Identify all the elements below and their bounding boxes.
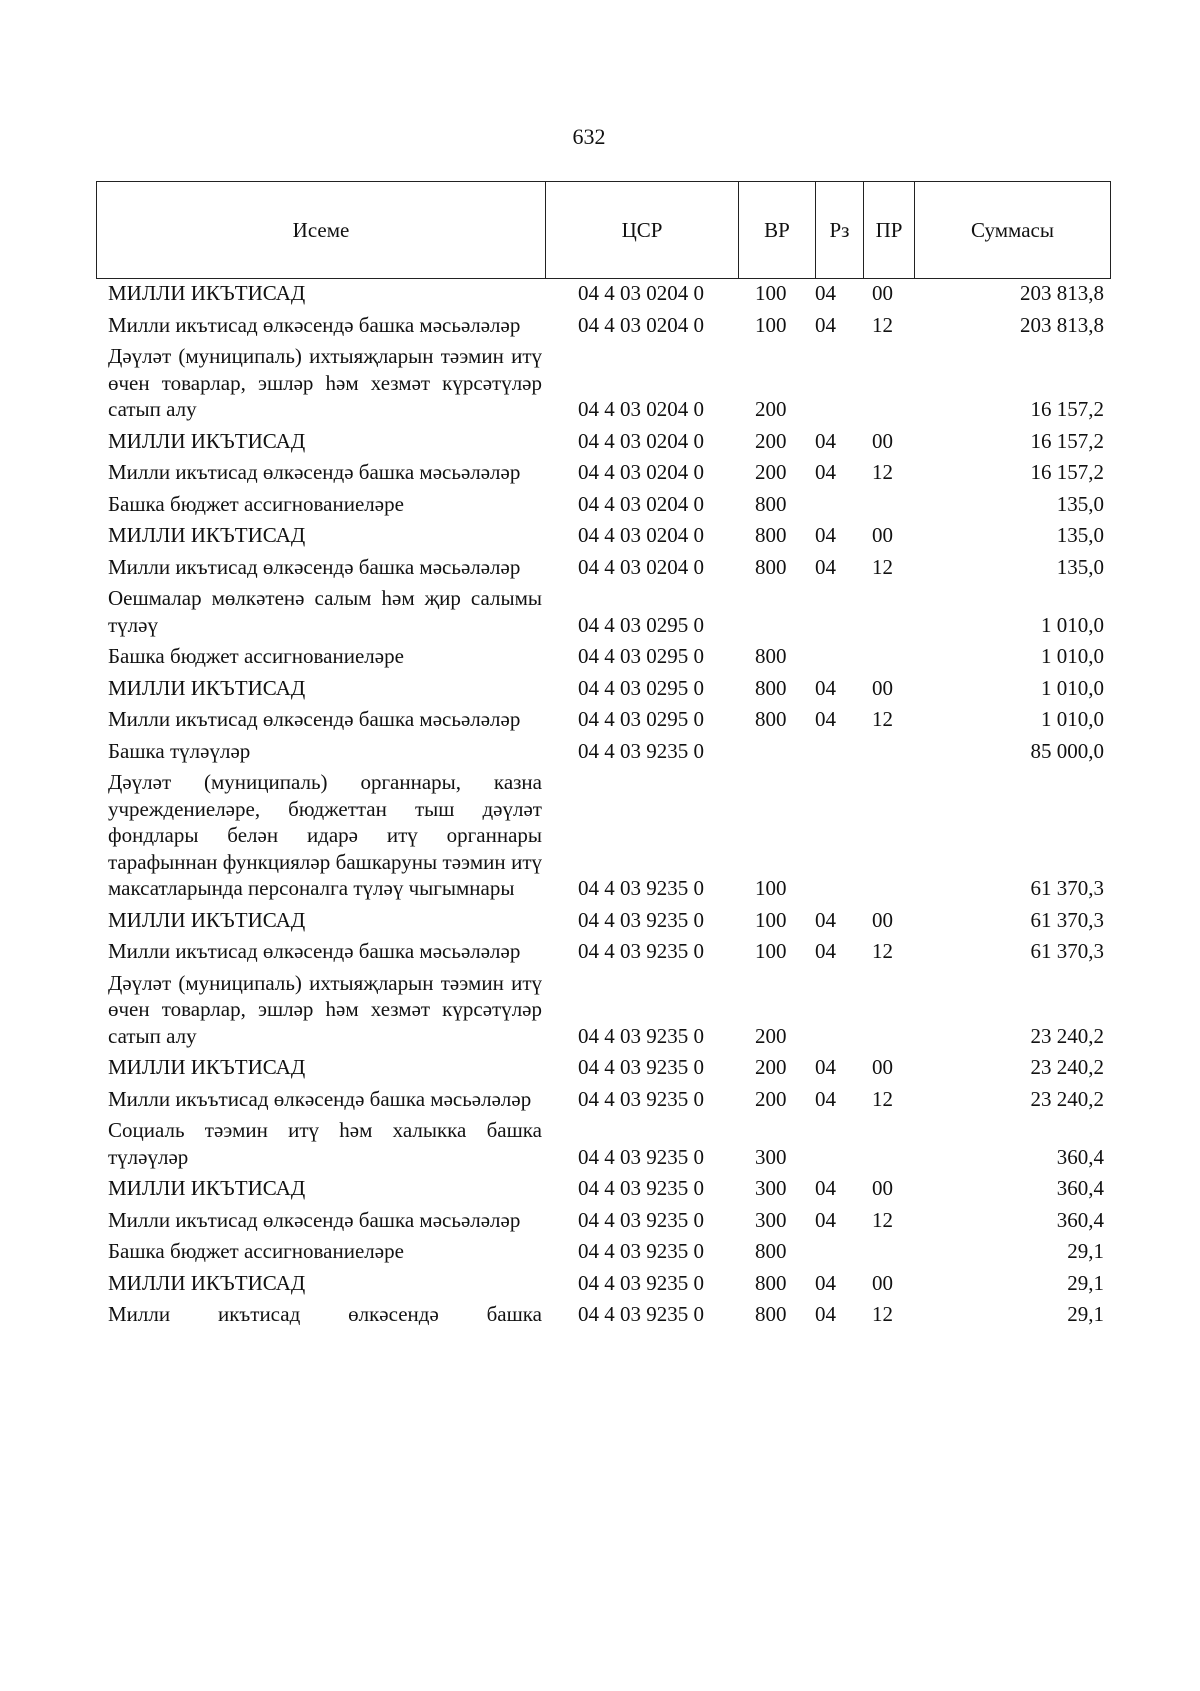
row-rz-code: 04 — [815, 907, 836, 932]
row-rz-code: 04 — [815, 523, 836, 547]
table-row — [108, 769, 1108, 902]
header-name: Исеме — [97, 182, 546, 278]
row-pr-code: 12 — [872, 1086, 893, 1111]
row-pr-code: 00 — [872, 907, 893, 932]
row-sum: 23 240,2 — [1030, 1086, 1104, 1111]
row-pr-code: 12 — [872, 460, 893, 484]
header-vr: ВР — [739, 182, 816, 278]
row-pr-code: 12 — [872, 939, 893, 963]
row-vr-code: 800 — [755, 707, 787, 731]
row-rz-code: 04 — [815, 1270, 836, 1295]
row-pr-code: 12 — [872, 1207, 893, 1232]
table-row — [108, 907, 1108, 934]
row-csr-code: 04 4 03 9235 0 — [578, 1270, 704, 1295]
row-sum: 1 010,0 — [1041, 675, 1104, 700]
row-name: Дәүләт (муниципаль) ихтыяҗларын тәэмин итү өчен товарлар, эшләр һәм хезмәт күрсәтүләр сатып алу — [108, 344, 542, 421]
row-sum: 16 157,2 — [1030, 397, 1104, 421]
header-rz: Рз — [816, 182, 864, 278]
row-pr-code: 00 — [872, 1055, 893, 1079]
row-sum: 1 010,0 — [1041, 644, 1104, 668]
row-csr-code: 04 4 03 9235 0 — [578, 1302, 704, 1326]
row-vr-code: 800 — [755, 644, 787, 668]
row-vr-code: 800 — [755, 523, 787, 547]
table-row — [108, 1175, 1108, 1202]
row-name: Социаль тәэмин итү һәм халыкка башка түләүләр — [108, 1118, 542, 1169]
row-vr-code: 800 — [755, 675, 787, 700]
header-csr: ЦСР — [546, 182, 739, 278]
row-rz-code: 04 — [815, 1086, 836, 1111]
row-vr-code: 800 — [755, 1239, 787, 1263]
row-name: МИЛЛИ ИКЪТИСАД — [108, 675, 306, 700]
table-row — [108, 706, 1108, 733]
row-vr-code: 100 — [755, 281, 787, 305]
row-csr-code: 04 4 03 0204 0 — [578, 554, 704, 579]
row-csr-code: 04 4 03 0204 0 — [578, 397, 704, 421]
row-vr-code: 200 — [755, 1023, 787, 1048]
table-row — [108, 522, 1108, 549]
row-csr-code: 04 4 03 9235 0 — [578, 1144, 704, 1169]
table-row — [108, 1086, 1108, 1113]
row-sum: 203 813,8 — [1020, 312, 1104, 337]
table-row — [108, 491, 1108, 518]
row-csr-code: 04 4 03 9235 0 — [578, 1086, 704, 1111]
table-row — [108, 1207, 1108, 1234]
row-name: Милли икъътисад өлкәсендә башка мәсьәләләр — [108, 1086, 532, 1111]
row-sum: 29,1 — [1067, 1239, 1104, 1263]
row-rz-code: 04 — [815, 428, 836, 453]
row-vr-code: 200 — [755, 428, 787, 453]
row-name: Милли икътисад өлкәсендә башка мәсьәләләр — [108, 707, 521, 731]
row-csr-code: 04 4 03 9235 0 — [578, 876, 704, 900]
table-row — [108, 343, 1108, 423]
row-csr-code: 04 4 03 9235 0 — [578, 1207, 704, 1232]
row-pr-code: 00 — [872, 428, 893, 453]
row-name: МИЛЛИ ИКЪТИСАД — [108, 907, 306, 932]
row-name: Милли икътисад өлкәсендә башка мәсьәләләр — [108, 554, 521, 579]
row-rz-code: 04 — [815, 1176, 836, 1200]
row-vr-code: 100 — [755, 312, 787, 337]
row-csr-code: 04 4 03 9235 0 — [578, 1239, 704, 1263]
row-name: МИЛЛИ ИКЪТИСАД — [108, 281, 306, 305]
row-sum: 1 010,0 — [1041, 612, 1104, 637]
row-vr-code: 200 — [755, 1086, 787, 1111]
row-csr-code: 04 4 03 9235 0 — [578, 1023, 704, 1048]
row-sum: 203 813,8 — [1020, 281, 1104, 305]
table-row — [108, 675, 1108, 702]
row-vr-code: 100 — [755, 876, 787, 900]
row-csr-code: 04 4 03 9235 0 — [578, 1176, 704, 1200]
table-row — [108, 1117, 1108, 1170]
row-name: Милли икътисад өлкәсендә башка мәсьәләләр — [108, 312, 521, 337]
row-sum: 360,4 — [1056, 1207, 1104, 1232]
row-pr-code: 00 — [872, 675, 893, 700]
row-rz-code: 04 — [815, 707, 836, 731]
header-sum: Суммасы — [971, 217, 1054, 242]
row-name: МИЛЛИ ИКЪТИСАД — [108, 1055, 306, 1079]
row-vr-code: 300 — [755, 1144, 787, 1169]
row-pr-code: 12 — [872, 1302, 893, 1326]
row-name: Милли икътисад өлкәсендә башка — [108, 1302, 542, 1326]
row-sum: 85 000,0 — [1030, 738, 1104, 763]
row-sum: 135,0 — [1056, 491, 1104, 516]
row-sum: 29,1 — [1067, 1270, 1104, 1295]
row-name: Башка түләүләр — [108, 738, 251, 763]
table-row — [108, 1270, 1108, 1297]
table-row — [108, 280, 1108, 307]
row-csr-code: 04 4 03 0295 0 — [578, 612, 704, 637]
table-row — [108, 1301, 1108, 1328]
row-csr-code: 04 4 03 0295 0 — [578, 707, 704, 731]
row-vr-code: 100 — [755, 939, 787, 963]
row-name: Башка бюджет ассигнованиеләре — [108, 491, 404, 516]
row-csr-code: 04 4 03 9235 0 — [578, 1055, 704, 1079]
row-csr-code: 04 4 03 0204 0 — [578, 281, 704, 305]
row-rz-code: 04 — [815, 281, 836, 305]
row-vr-code: 200 — [755, 460, 787, 484]
table-row — [108, 428, 1108, 455]
row-vr-code: 800 — [755, 1302, 787, 1326]
row-name: Дәүләт (муниципаль) ихтыяҗларын тәэмин итү өчен товарлар, эшләр һәм хезмәт күрсәтүләр сатып алу — [108, 970, 542, 1048]
table-row — [108, 312, 1108, 339]
row-name: Башка бюджет ассигнованиеләре — [108, 1239, 404, 1263]
table-row — [108, 554, 1108, 581]
row-csr-code: 04 4 03 9235 0 — [578, 939, 704, 963]
row-csr-code: 04 4 03 0204 0 — [578, 312, 704, 337]
budget-table-body — [108, 280, 1108, 1333]
row-rz-code: 04 — [815, 1207, 836, 1232]
row-csr-code: 04 4 03 0295 0 — [578, 675, 704, 700]
row-pr-code: 12 — [872, 554, 893, 579]
table-row — [108, 459, 1108, 486]
row-csr-code: 04 4 03 0204 0 — [578, 523, 704, 547]
row-name: Милли икътисад өлкәсендә башка мәсьәләләр — [108, 939, 521, 963]
row-rz-code: 04 — [815, 1302, 836, 1326]
row-vr-code: 100 — [755, 907, 787, 932]
row-pr-code: 00 — [872, 523, 893, 547]
row-sum: 23 240,2 — [1030, 1055, 1104, 1079]
row-rz-code: 04 — [815, 312, 836, 337]
row-vr-code: 200 — [755, 397, 787, 421]
row-sum: 29,1 — [1067, 1302, 1104, 1326]
table-header — [96, 181, 1111, 279]
table-row — [108, 1238, 1108, 1265]
row-name: Оешмалар мөлкәтенә салым һәм җир салымы түләү — [108, 586, 542, 637]
row-name: МИЛЛИ ИКЪТИСАД — [108, 428, 306, 453]
row-csr-code: 04 4 03 9235 0 — [578, 907, 704, 932]
row-csr-code: 04 4 03 0295 0 — [578, 644, 704, 668]
row-name: МИЛЛИ ИКЪТИСАД — [108, 523, 306, 547]
row-vr-code: 300 — [755, 1176, 787, 1200]
row-rz-code: 04 — [815, 554, 836, 579]
row-sum: 135,0 — [1056, 554, 1104, 579]
table-row — [108, 1054, 1108, 1081]
row-vr-code: 800 — [755, 491, 787, 516]
row-name: Дәүләт (муниципаль) органнары, казна учреждениеләре, бюджеттан тыш дәүләт фондлары белән идарә итү органнары тарафыннан функцияләр башкаруны тәэмин итү максатларында персоналга түләү чыгымнары — [108, 770, 542, 900]
row-vr-code: 200 — [755, 1055, 787, 1079]
row-vr-code: 800 — [755, 1270, 787, 1295]
row-pr-code: 12 — [872, 312, 893, 337]
row-sum: 1 010,0 — [1041, 707, 1104, 731]
row-vr-code: 800 — [755, 554, 787, 579]
row-pr-code: 00 — [872, 1270, 893, 1295]
row-name: Милли икътисад өлкәсендә башка мәсьәләләр — [108, 460, 521, 484]
row-sum: 360,4 — [1056, 1144, 1104, 1169]
row-name: МИЛЛИ ИКЪТИСАД — [108, 1270, 306, 1295]
row-name: МИЛЛИ ИКЪТИСАД — [108, 1176, 306, 1200]
row-vr-code: 300 — [755, 1207, 787, 1232]
table-row — [108, 643, 1108, 670]
row-csr-code: 04 4 03 0204 0 — [578, 460, 704, 484]
row-name: Башка бюджет ассигнованиеләре — [108, 644, 404, 668]
table-row — [108, 585, 1108, 638]
table-row — [108, 970, 1108, 1050]
row-csr-code: 04 4 03 0204 0 — [578, 491, 704, 516]
row-sum: 61 370,3 — [1030, 907, 1104, 932]
table-row — [108, 738, 1108, 765]
row-pr-code: 00 — [872, 1176, 893, 1200]
row-csr-code: 04 4 03 0204 0 — [578, 428, 704, 453]
row-sum: 135,0 — [1056, 523, 1104, 547]
row-rz-code: 04 — [815, 675, 836, 700]
row-pr-code: 12 — [872, 707, 893, 731]
row-csr-code: 04 4 03 9235 0 — [578, 738, 704, 763]
row-sum: 16 157,2 — [1030, 428, 1104, 453]
page-number: 632 — [572, 124, 606, 149]
row-sum: 61 370,3 — [1030, 939, 1104, 963]
row-sum: 16 157,2 — [1030, 460, 1104, 484]
row-name: Милли икътисад өлкәсендә башка мәсьәләләр — [108, 1207, 521, 1232]
row-pr-code: 00 — [872, 281, 893, 305]
row-rz-code: 04 — [815, 460, 836, 484]
row-sum: 360,4 — [1056, 1176, 1104, 1200]
table-row — [108, 938, 1108, 965]
row-sum: 61 370,3 — [1030, 876, 1104, 900]
row-rz-code: 04 — [815, 1055, 836, 1079]
header-pr: ПР — [864, 182, 915, 278]
row-sum: 23 240,2 — [1030, 1023, 1104, 1048]
row-rz-code: 04 — [815, 939, 836, 963]
